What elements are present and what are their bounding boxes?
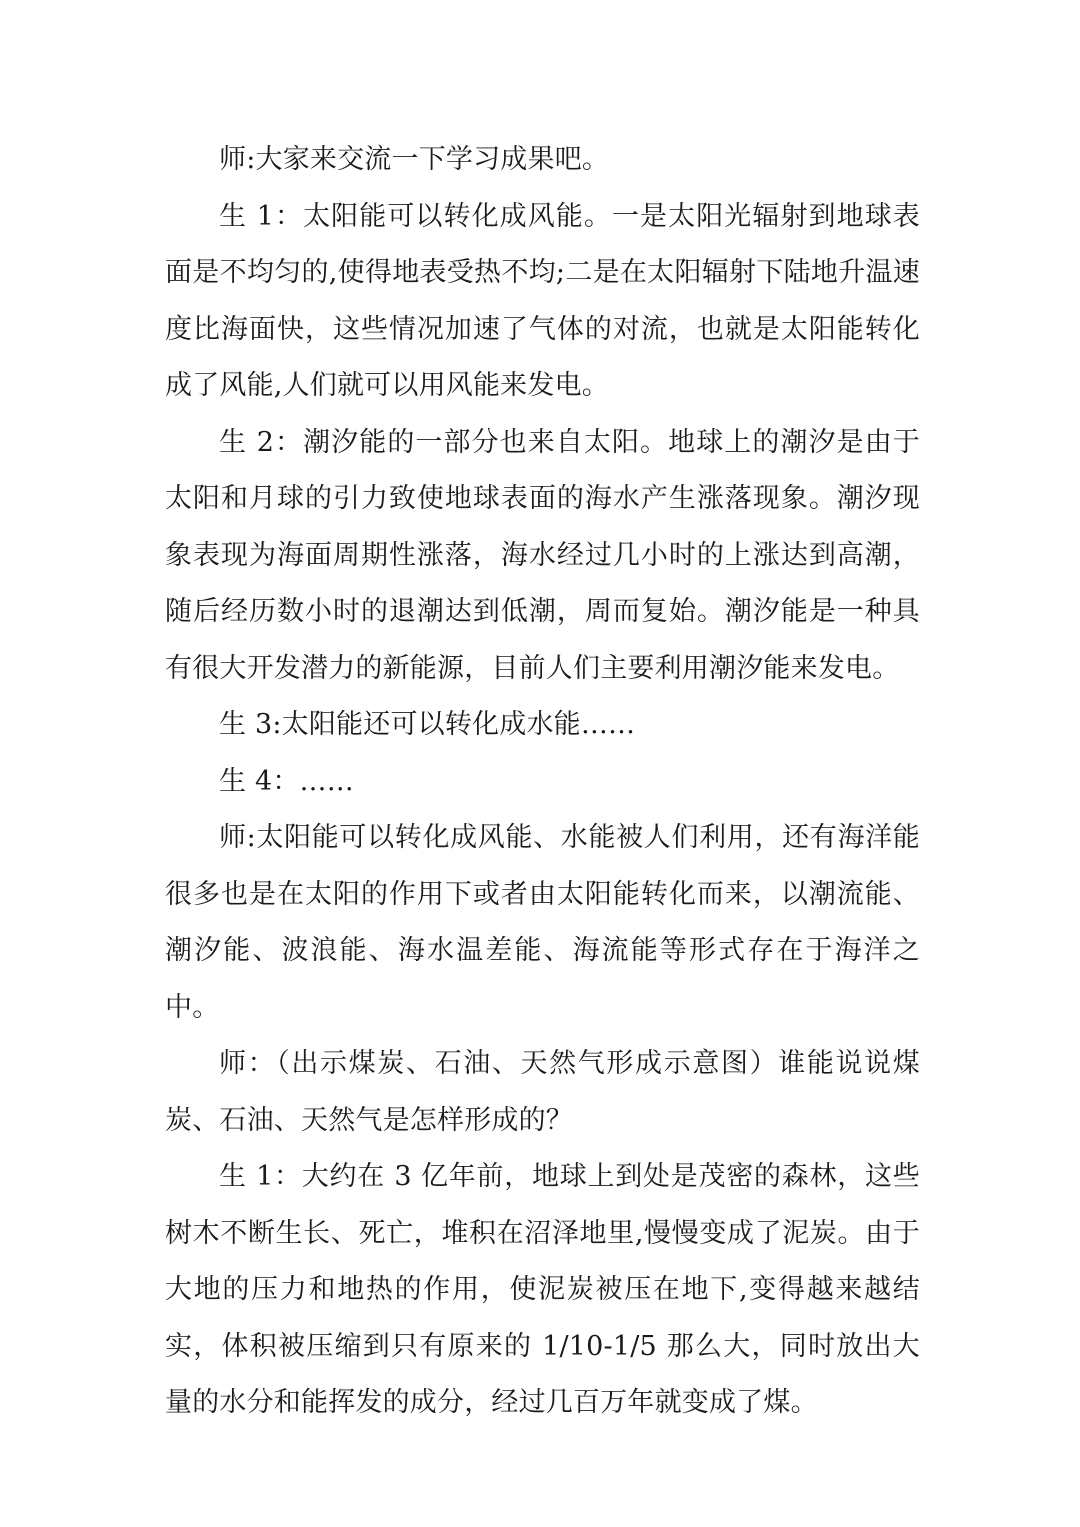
paragraph-student-1-coal: 生 1：大约在 3 亿年前，地球上到处是茂密的森林，这些树木不断生长、死亡，堆积在沼泽地里,慢慢变成了泥炭。由于大地的压力和地热的作用，使泥炭被压在地下,变得越来越结实，体积被压缩到只有原来的 1/10-1/5 那么大，同时放出大量的水分和能挥发的成分，经过几百万年就变成了煤。 xyxy=(165,1161,920,1418)
paragraph-student-1-wind: 生 1：太阳能可以转化成风能。一是太阳光辐射到地球表面是不均匀的,使得地表受热不均;二是在太阳辐射下陆地升温速度比海面快，这些情况加速了气体的对流，也就是太阳能转化成了风能,人们就可以用风能来发电。 xyxy=(165,200,920,401)
paragraph-teacher-summary: 师:太阳能可以转化成风能、水能被人们利用，还有海洋能很多也是在太阳的作用下或者由太阳能转化而来，以潮流能、潮汐能、波浪能、海水温差能、海流能等形式存在于海洋之中。 xyxy=(165,822,920,1023)
paragraph-student-4: 生 4：…… xyxy=(219,765,354,797)
paragraph-teacher-intro: 师:大家来交流一下学习成果吧。 xyxy=(219,144,610,175)
paragraph-student-3-water: 生 3:太阳能还可以转化成水能…… xyxy=(219,709,636,740)
document-body xyxy=(165,132,920,1432)
paragraph-teacher-question: 师：（出示煤炭、石油、天然气形成示意图）谁能说说煤炭、石油、天然气是怎样形成的？ xyxy=(165,1048,920,1136)
paragraph-student-2-tidal: 生 2：潮汐能的一部分也来自太阳。地球上的潮汐是由于太阳和月球的引力致使地球表面的海水产生涨落现象。潮汐现象表现为海面周期性涨落，海水经过几小时的上涨达到高潮，随后经历数小时的退潮达到低潮，周而复始。潮汐能是一种具有很大开发潜力的新能源，目前人们主要利用潮汐能来发电。 xyxy=(165,426,920,684)
